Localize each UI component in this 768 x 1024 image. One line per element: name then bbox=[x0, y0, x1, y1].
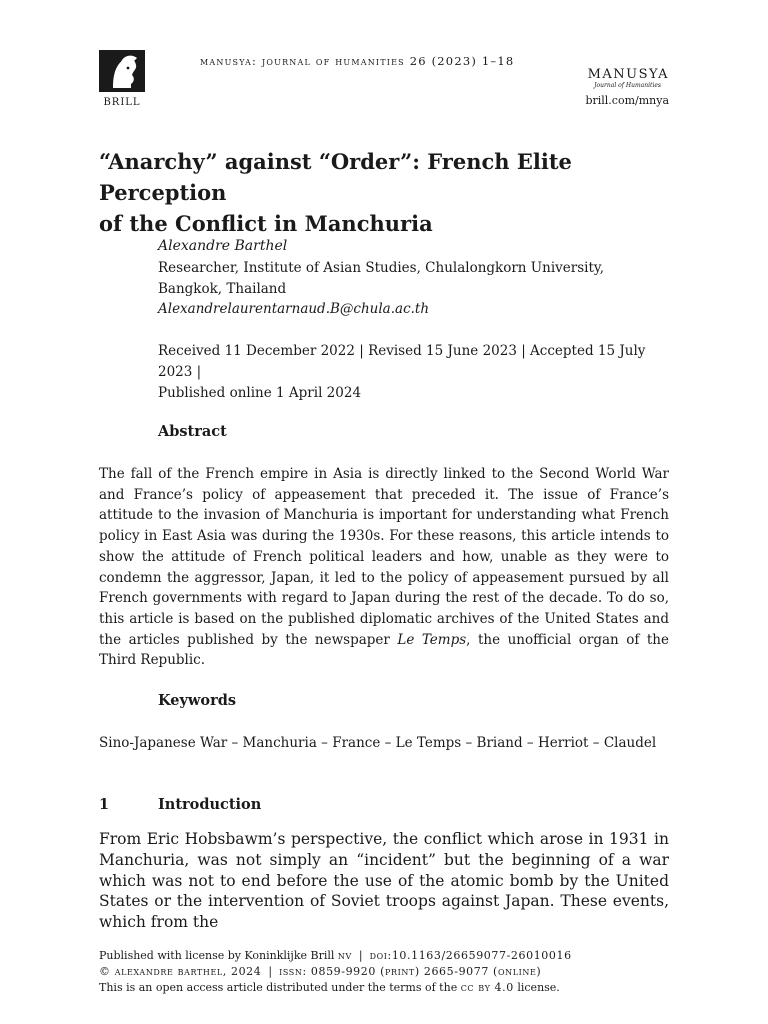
footer-copyright: © alexandre barthel, 2024 bbox=[99, 965, 262, 978]
author-email[interactable]: Alexandrelaurentarnaud.B@chula.ac.th bbox=[158, 301, 430, 317]
author-affiliation bbox=[158, 258, 658, 300]
footer-nv: nv bbox=[337, 949, 352, 962]
affiliation-line-1: Researcher, Institute of Asian Studies, Chulalongkorn University, bbox=[158, 260, 605, 276]
footer-issn: issn: 0859-9920 (print) 2665-9077 (online) bbox=[279, 965, 542, 978]
journal-url[interactable]: brill.com/mnya bbox=[585, 94, 669, 107]
affiliation-line-2: Bangkok, Thailand bbox=[158, 281, 287, 297]
footer-license-word: license. bbox=[517, 981, 560, 994]
dates-line-1: Received 11 December 2022 | Revised 15 June 2023 | Accepted 15 July 2023 | bbox=[158, 343, 646, 380]
footer-open-access-text: This is an open access article distributed under the terms of the bbox=[99, 981, 458, 994]
footer-cc-license[interactable]: cc by 4.0 bbox=[460, 981, 514, 994]
abstract-text bbox=[99, 464, 669, 671]
article-title bbox=[99, 146, 679, 239]
footer-separator: | bbox=[351, 949, 370, 962]
journal-subtitle: Journal of Humanities bbox=[594, 82, 661, 89]
title-line-2: of the Conflict in Manchuria bbox=[99, 211, 433, 236]
abstract-text-main: The fall of the French empire in Asia is directly linked to the Second World War and France’s policy of appeasement that preceded it. The issue of France’s attitude to the invasion of Manchuria is important for understanding what French policy in East Asia was during the 1930s. For these reasons, this article intends to show the attitude of French political leaders and how, unable as they were to condemn the aggressor, Japan, it led to the policy of appeasement pursued by all French governments with regard to Japan during the rest of the decade. To do so, this article is based on the published diplomatic archives of the United States and the articles published by the newspaper bbox=[99, 466, 669, 648]
footer-license-text: Published with license by Koninklijke Brill bbox=[99, 949, 335, 962]
keywords-heading: Keywords bbox=[158, 692, 237, 709]
introduction-heading: Introduction bbox=[158, 796, 262, 813]
abstract-heading: Abstract bbox=[158, 423, 227, 440]
brill-logo-icon bbox=[99, 50, 145, 92]
running-head: manusya: journal of humanities 26 (2023) 1–18 bbox=[200, 54, 515, 68]
footer-open-access-line bbox=[99, 980, 669, 996]
keywords-list: Sino-Japanese War – Manchuria – France – Le Temps – Briand – Herriot – Claudel bbox=[99, 735, 657, 751]
author-name: Alexandre Barthel bbox=[158, 238, 288, 254]
abstract-text-end: , the unofficial organ of the Third Republic. bbox=[99, 631, 669, 669]
dates-line-2: Published online 1 April 2024 bbox=[158, 385, 362, 401]
abstract-text-italic: Le Temps bbox=[397, 631, 467, 648]
publisher-name: BRILL bbox=[103, 97, 141, 108]
journal-name: MANUSYA bbox=[587, 67, 669, 82]
footer-license-line bbox=[99, 948, 669, 964]
footer-separator-2: | bbox=[261, 965, 280, 978]
article-dates bbox=[158, 341, 658, 404]
title-line-1: “Anarchy” against “Order”: French Elite Perception bbox=[99, 149, 572, 205]
section-number: 1 bbox=[99, 796, 110, 813]
footer bbox=[99, 948, 669, 996]
introduction-text: From Eric Hobsbawm’s perspective, the conflict which arose in 1931 in Manchuria, was not simply an “incident” but the beginning of a war which was not to end before the use of the atomic bomb by the United States or the intervention of Soviet troops against Japan. These events, which from the bbox=[99, 830, 669, 932]
footer-doi[interactable]: doi:10.1163/26659077-26010016 bbox=[369, 949, 572, 962]
journal-logo bbox=[585, 67, 669, 107]
footer-copyright-line bbox=[99, 964, 669, 980]
